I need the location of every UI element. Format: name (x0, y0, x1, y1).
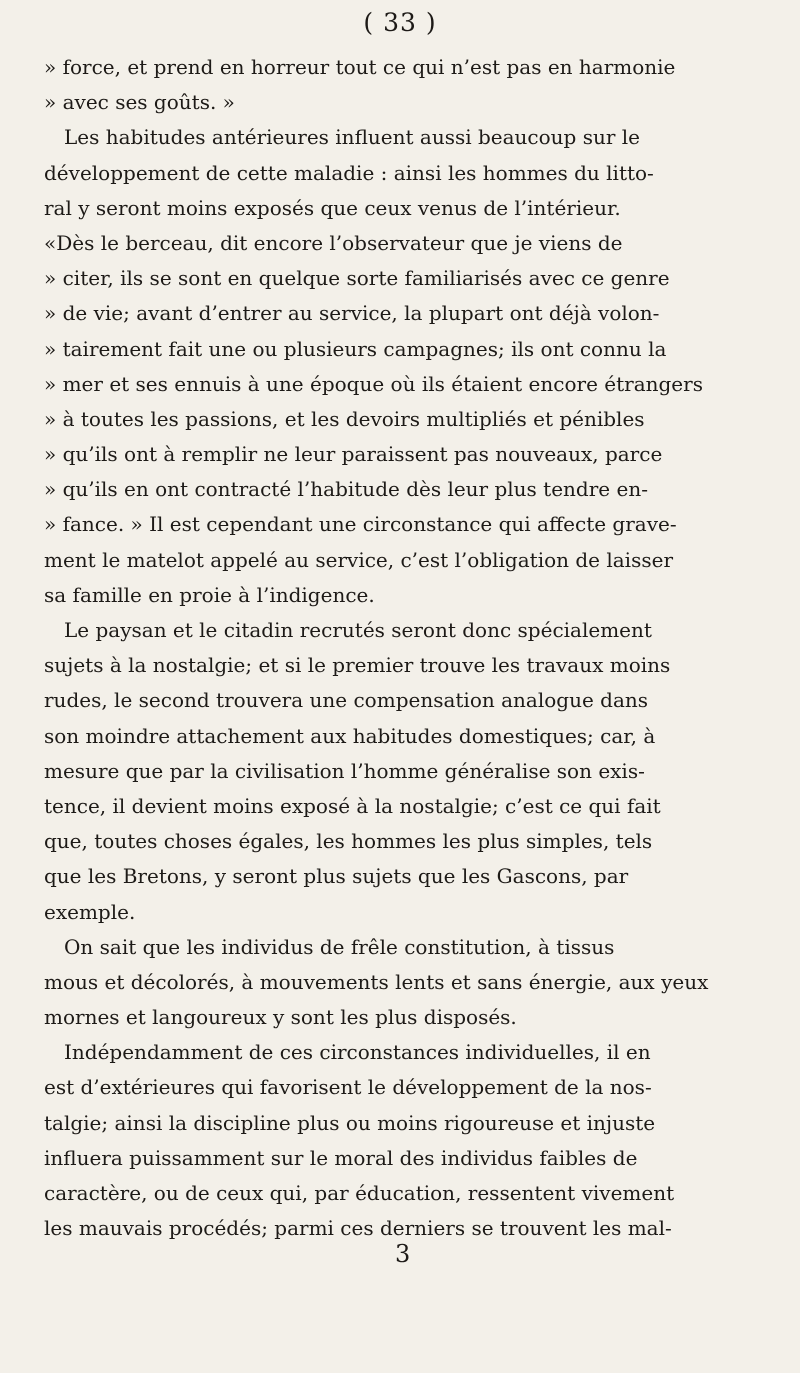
text-line: les mauvais procédés; parmi ces derniers se trouvent les mal- (44, 1216, 672, 1241)
text-line: exemple. (44, 899, 136, 924)
text-line: » de vie; avant d’entrer au service, la plupart ont déjà volon- (44, 301, 660, 326)
text-line: sujets à la nostalgie; et si le premier trouve les travaux moins (44, 653, 671, 678)
text-line: » fance. » Il est cependant une circonstance qui affecte grave- (44, 512, 677, 537)
text-line: On sait que les individus de frêle constitution, à tissus (64, 934, 615, 959)
text-line: est d’extérieures qui favorisent le développement de la nos- (44, 1075, 652, 1100)
text-line: ral y seront moins exposés que ceux venus de l’intérieur. (44, 195, 621, 220)
text-line: caractère, ou de ceux qui, par éducation, ressentent vivement (44, 1181, 675, 1205)
text-line: mous et décolorés, à mouvements lents et sans énergie, aux yeux (44, 969, 709, 994)
text-line: » qu’ils ont à remplir ne leur paraissent pas nouveaux, parce (44, 442, 663, 467)
text-line: ment le matelot appelé au service, c’est l’obligation de laisser (44, 547, 674, 572)
text-line: mornes et langoureux y sont les plus disposés. (44, 1005, 517, 1030)
text-line: développement de cette maladie : ainsi les hommes du litto- (44, 160, 654, 185)
text-line: que, toutes choses égales, les hommes les plus simples, tels (44, 829, 653, 854)
text-line: talgie; ainsi la discipline plus ou moins rigoureuse et injuste (44, 1110, 656, 1135)
text-line: mesure que par la civilisation l’homme généralise son exis- (44, 758, 645, 783)
text-line: Le paysan et le citadin recrutés seront donc spécialement (64, 618, 652, 642)
text-line: tence, il devient moins exposé à la nostalgie; c’est ce qui fait (44, 793, 661, 818)
text-line: » force, et prend en horreur tout ce qui n’est pas en harmonie (44, 55, 676, 79)
text-line: » avec ses goûts. » (44, 90, 235, 115)
text-line: influera puissamment sur le moral des individus faibles de (44, 1145, 638, 1170)
text-line: Indépendamment de ces circonstances individuelles, il en (64, 1040, 651, 1065)
text-line: » citer, ils se sont en quelque sorte familiarisés avec ce genre (44, 266, 670, 291)
text-line: sa famille en proie à l’indigence. (44, 582, 375, 607)
text-line: son moindre attachement aux habitudes domestiques; car, à (44, 723, 656, 748)
text-line: » mer et ses ennuis à une époque où ils étaient encore étrangers (44, 371, 703, 396)
text-line: » à toutes les passions, et les devoirs multipliés et pénibles (44, 406, 645, 431)
text-line: que les Bretons, y seront plus sujets que les Gascons, par (44, 864, 629, 889)
text-body (44, 50, 800, 1246)
text-line: Les habitudes antérieures influent aussi beaucoup sur le (64, 125, 641, 150)
text-line: » qu’ils en ont contracté l’habitude dès leur plus tendre en- (44, 477, 648, 502)
text-line: » tairement fait une ou plusieurs campagnes; ils ont connu la (44, 336, 667, 361)
text-line: «Dès le berceau, dit encore l’observateur que je viens de (44, 230, 623, 255)
text-line: rudes, le second trouvera une compensation analogue dans (44, 688, 649, 713)
page-number: ( 33 ) (363, 8, 437, 37)
signature-mark: 3 (395, 1240, 411, 1268)
